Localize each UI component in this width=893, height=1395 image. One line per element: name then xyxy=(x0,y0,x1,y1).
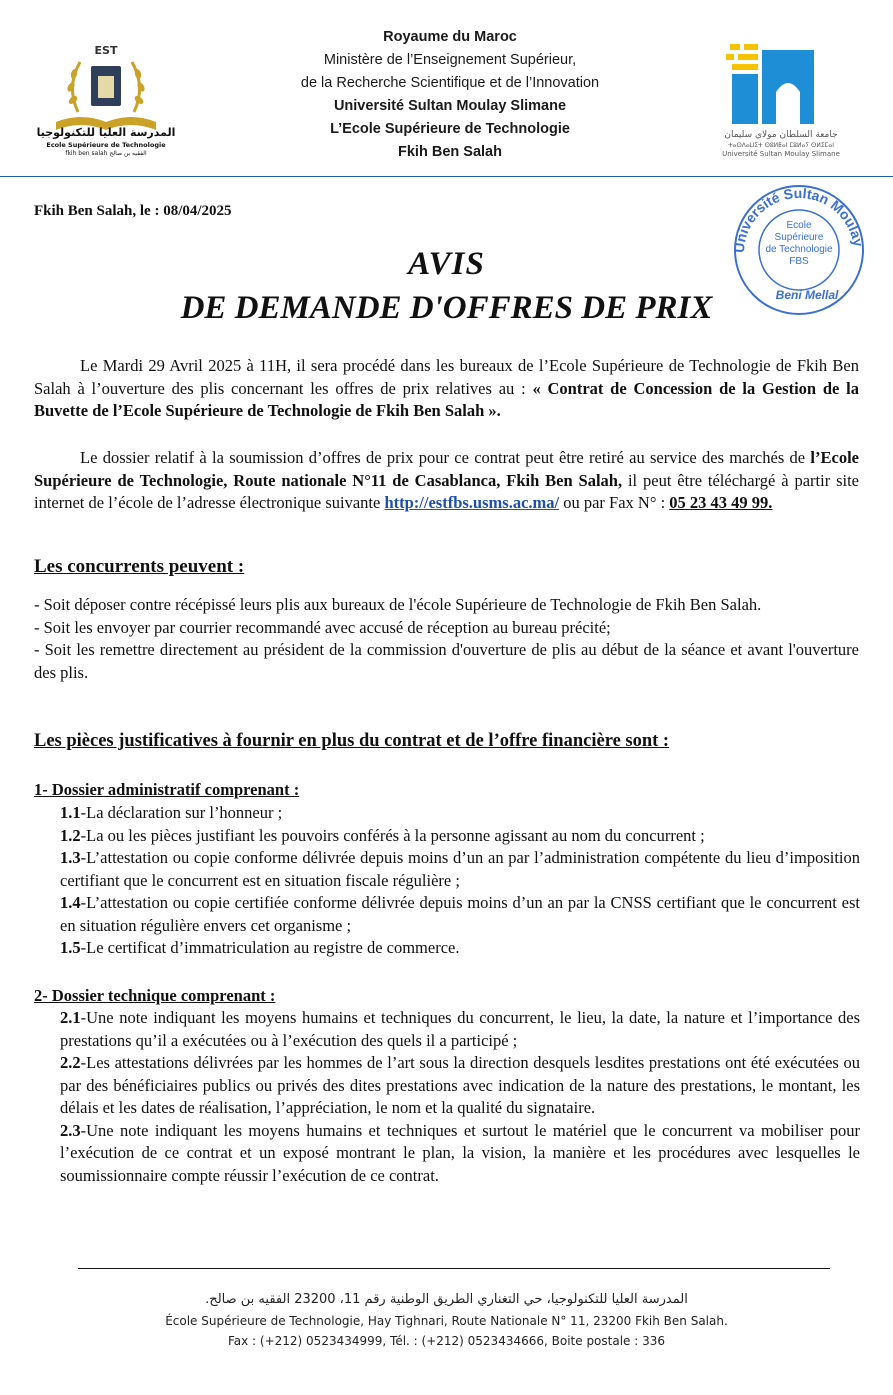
website-link[interactable]: http://estfbs.usms.ac.ma/ xyxy=(384,493,560,512)
stamp-inner-line: de Technologie xyxy=(765,244,833,255)
usms-logo-text-fr: Université Sultan Moulay Slimane xyxy=(722,150,840,158)
item-text: -Les attestations délivrées par les hommes de l’art sous la direction desquels lesdites prestations ont été exécutées ou par des bénéficiaires publics ou privés des dites prestations avec indication de la nature des prestations, le montant, les délais et les dates de réalisation, l’appréciation, le nom et la qualité du signataire. xyxy=(60,1053,860,1117)
admin-list xyxy=(60,802,860,960)
stamp-ring-text: Université Sultan Moulay xyxy=(730,184,867,254)
list-item xyxy=(60,892,860,937)
school-address: l’Ecole Supérieure de Technologie, Route nationale N°11 de Casablanca, Fkih Ben Salah, xyxy=(34,448,859,490)
list-item xyxy=(60,847,860,892)
intro-paragraph-2 xyxy=(34,447,859,515)
header-line-school: L’Ecole Supérieure de Technologie xyxy=(330,121,570,137)
header-line-kingdom: Royaume du Maroc xyxy=(383,29,517,45)
item-text: -Une note indiquant les moyens humains et techniques du concurrent, le lieu, la date, la nature et l’importance des prestations qu’il a exécutées ou à l’exécution des quels il a participé ; xyxy=(60,1008,860,1050)
item-text: -L’attestation ou copie conforme délivrée depuis moins d’un an par l’administration compétente du lieu d’imposition certifiant que le concurrent est en situation fiscale régulière ; xyxy=(60,848,860,890)
item-number: 1.3 xyxy=(60,848,81,867)
item-number: 2.3 xyxy=(60,1120,81,1140)
footer-arabic-address: المدرسة العليا للتكنولوجيا، حي التغناري الطريق الوطنية رقم 11، 23200 الفقيه بن صالح. xyxy=(205,1292,688,1307)
est-logo-text-fr: Ecole Supérieure de Technologie xyxy=(46,141,166,149)
technique-list xyxy=(60,1007,860,1187)
intro-text: Le Mardi 29 Avril 2025 à 11H, il sera procédé dans les bureaux de l’Ecole Supérieure de Technologie de Fkih Ben Salah à l’ouverture des plis concernant les offres de prix relatives au : xyxy=(34,356,859,398)
admin-heading: 1- Dossier administratif comprenant : xyxy=(34,780,300,799)
list-item xyxy=(60,1007,860,1052)
header-line-university: Université Sultan Moulay Slimane xyxy=(333,98,567,114)
list-item: - Soit les remettre directement au président de la commission d'ouverture de plis au début de la séance et avant l'ouverture des plis. xyxy=(34,640,859,682)
list-item xyxy=(60,825,860,848)
technique-heading: 2- Dossier technique comprenant : xyxy=(34,986,276,1005)
intro-text: il peut être téléchargé à partir site internet de l’école de l’adresse électronique suivante xyxy=(34,470,859,512)
header-institution xyxy=(200,26,700,164)
item-text: -La déclaration sur l’honneur ; xyxy=(80,803,283,822)
stamp-inner-line: Ecole xyxy=(786,220,812,231)
item-number: 1.5 xyxy=(60,938,81,957)
title-avis: AVIS xyxy=(408,246,485,282)
footer-contact: Fax : (+212) 0523434999, Tél. : (+212) 0523434666, Boite postale : 336 xyxy=(227,1334,666,1348)
list-item: - Soit déposer contre récépissé leurs plis aux bureaux de l'école Supérieure de Technologie de Fkih Ben Salah. xyxy=(34,595,762,614)
usms-logo-text-arabic: جامعة السلطان مولاي سليمان xyxy=(724,130,838,140)
list-item xyxy=(60,1052,860,1120)
intro-paragraph-1 xyxy=(34,355,859,423)
stamp-inner-line: FBS xyxy=(789,256,809,267)
est-logo xyxy=(36,42,176,162)
est-logo-text-arabic: المدرسة العليا للتكنولوجيا xyxy=(36,126,176,139)
item-number: 1.2 xyxy=(60,825,81,845)
concurrents-heading: Les concurrents peuvent : xyxy=(34,556,245,577)
header-divider xyxy=(0,176,893,177)
item-text: -L’attestation ou copie certifiée conforme délivrée depuis moins d’un an par la CNSS certifiant que le concurrent est en situation régulière envers cet organisme ; xyxy=(60,893,860,935)
title-demande: DE DEMANDE D'OFFRES DE PRIX xyxy=(180,290,713,326)
stamp-inner-line: Supérieure xyxy=(774,232,824,243)
usms-logo xyxy=(696,40,866,164)
item-text: -Le certificat d’immatriculation au registre de commerce. xyxy=(80,938,460,957)
item-text: -La ou les pièces justifiant les pouvoirs conférés à la personne agissant au nom du concurrent ; xyxy=(80,825,705,845)
item-number: 2.2 xyxy=(60,1053,81,1072)
contract-title: « Contrat de Concession de la Gestion de la Buvette de l’Ecole Supérieure de Technologie de Fkih Ben Salah ». xyxy=(34,378,860,420)
header-line-research: de la Recherche Scientifique et de l’Innovation xyxy=(300,75,600,91)
list-item xyxy=(60,1120,860,1188)
footer-address: École Supérieure de Technologie, Hay Tighnari, Route Nationale N° 11, 23200 Fkih Ben Salah. xyxy=(165,1314,728,1328)
est-logo-text-city: fkih ben salah الفقيه بن صالح xyxy=(65,150,147,157)
header-line-city: Fkih Ben Salah xyxy=(398,144,502,160)
est-logo-text-top: EST xyxy=(94,44,118,57)
date-line: Fkih Ben Salah, le : 08/04/2025 xyxy=(34,203,232,219)
list-item xyxy=(60,802,860,825)
item-number: 1.1 xyxy=(60,803,81,822)
footer-divider xyxy=(78,1268,830,1269)
intro-text: ou par Fax N° : xyxy=(559,493,670,512)
pieces-heading: Les pièces justificatives à fournir en plus du contrat et de l’offre financière sont : xyxy=(34,731,670,751)
list-item: - Soit les envoyer par courrier recommandé avec accusé de réception au bureau précité; xyxy=(34,617,611,637)
stamp-bottom-text: Beni Mellal xyxy=(775,288,839,302)
intro-text: Le dossier relatif à la soumission d’offres de prix pour ce contrat peut être retiré au service des marchés de xyxy=(80,448,811,467)
item-number: 2.1 xyxy=(60,1008,81,1027)
fax-number: 05 23 43 49 99. xyxy=(669,493,773,512)
concurrents-list xyxy=(34,594,859,684)
header-line-ministry: Ministère de l’Enseignement Supérieur, xyxy=(323,52,577,68)
item-number: 1.4 xyxy=(60,893,81,912)
item-text: -Une note indiquant les moyens humains et techniques et surtout le matériel que le concurrent va mobiliser pour l’exécution de ce contrat et un exposé montrant le plan, la vision, la manière et les procédures avec lesquelles le soumissionnaire compte réussir l’exécution de ce contrat. xyxy=(60,1120,860,1185)
list-item xyxy=(60,937,860,960)
usms-logo-text-tifinagh: ⵜⴰⵙⴷⴰⵡⵉⵜ ⵙⵓⵍⵟⴰⵏ ⵎⵓⵍⴰⵢ ⵙⵍⵉⵎⴰⵏ xyxy=(727,142,835,149)
